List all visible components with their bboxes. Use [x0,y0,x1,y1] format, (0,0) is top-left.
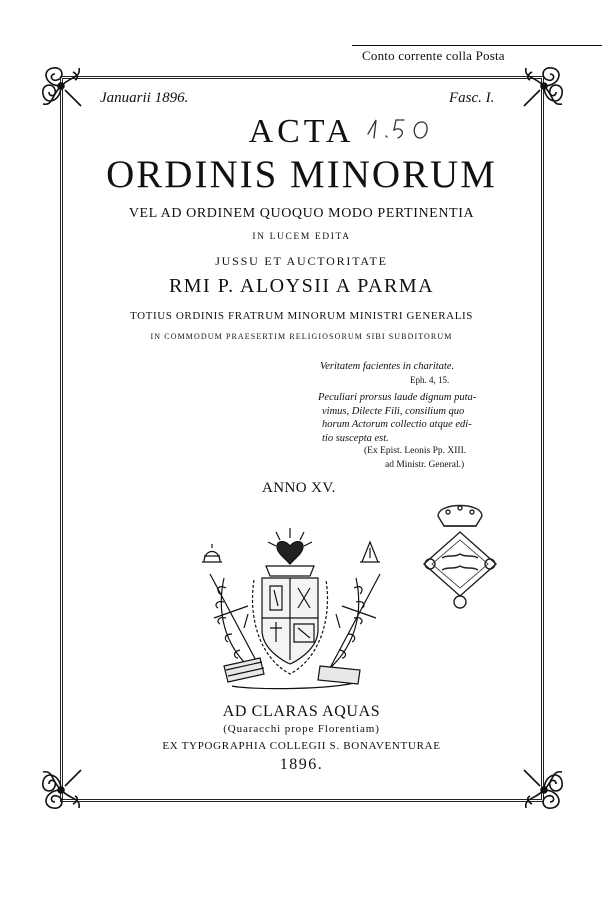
subtitle-in-lucem: IN LUCEM EDITA [252,232,351,242]
stamp-rule [352,45,602,46]
subtitle-jussu: JUSSU ET AUCTORITATE [215,254,388,268]
imprint-place: AD CLARAS AQUAS [222,703,381,720]
issue-fascicle: Fasc. I. [449,90,495,106]
corner-ornament-top-right-icon [518,60,570,112]
epigraph-quote-2 [318,391,493,445]
epigraph-quote-2-line: tio suscepta est. [322,432,389,444]
epigraph-block [318,360,493,472]
corner-ornament-top-left-icon [35,60,87,112]
issue-date: Januarii 1896. [100,90,189,106]
epigraph-ref-1: Eph. 4, 15. [410,374,450,385]
journal-title-acta: ACTA [248,113,355,150]
library-seal-stamp-icon [418,498,502,610]
franciscan-coat-of-arms-icon [190,518,400,698]
imprint-printer: EX TYPOGRAPHIA COLLEGII S. BONAVENTURAE [162,740,441,752]
volume-year: ANNO XV. [262,480,336,496]
epigraph-quote-1: Veritatem facientes in charitate. [320,361,455,372]
subtitle-pertinentia: VEL AD ORDINEM QUOQUO MODO PERTINENTIA [128,206,475,221]
epigraph-ref-2-line-1: (Ex Epist. Leonis Pp. XIII. [364,446,467,456]
editor-name: RMI P. ALOYSII A PARMA [168,275,435,297]
imprint-year: 1896. [279,756,324,773]
epigraph-quote-2-line: vimus, Dilecte Fili, consilium quo [322,405,465,417]
epigraph-quote-2-line: Peculiari prorsus laude dignum puta- [318,392,477,403]
epigraph-ref-2-line-2: ad Ministr. General.) [385,459,465,470]
imprint-printer-location: (Quaracchi prope Florentiam) [223,723,380,735]
epigraph-quote-2-line: horum Actorum collectio atque edi- [322,419,472,430]
postal-stamp-text: Conto corrente colla Posta [362,48,505,63]
journal-title-ordinis-minorum: ORDINIS MINORUM [106,153,497,196]
purpose-line: IN COMMODUM PRAESERTIM RELIGIOSORUM SIBI SUBDITORUM [150,332,453,341]
editor-title: TOTIUS ORDINIS FRATRUM MINORUM MINISTRI GENERALIS [129,310,474,322]
